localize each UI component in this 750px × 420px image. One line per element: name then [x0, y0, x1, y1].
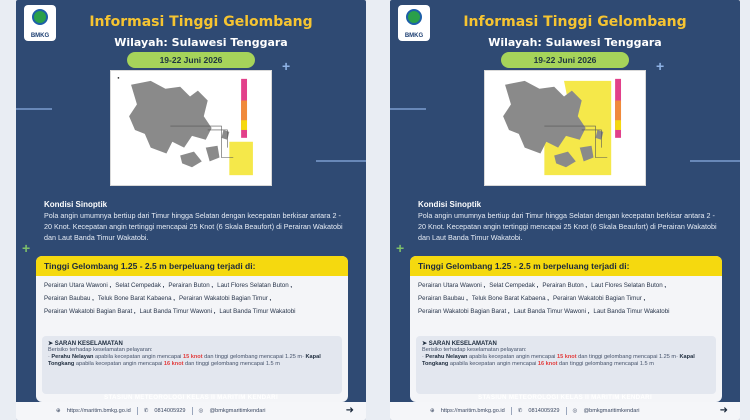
instagram-icon: ◎ [198, 408, 204, 414]
arrow-right-icon[interactable]: ➜ [719, 405, 728, 416]
region-subtitle: Wilayah: Sulawesi Tenggara [488, 36, 662, 49]
footer-bar [390, 394, 740, 420]
website-link[interactable]: https://maritim.bmkg.go.id [66, 408, 131, 414]
plus-icon: + [396, 240, 405, 256]
list-item: Perairan Wakatobi Bagian Barat , [44, 308, 136, 315]
date-badge: 19-22 Juni 2026 [127, 52, 255, 68]
plus-icon: + [22, 240, 31, 256]
list-item: Selat Cempedak , [489, 282, 539, 289]
decor-line [390, 108, 426, 110]
phone-number[interactable]: 0814005929 [154, 408, 186, 414]
instagram-handle[interactable]: @bmkgmaritimkendari [583, 408, 640, 414]
divider [511, 407, 512, 415]
list-item: Laut Banda Timur Wakatobi [219, 308, 296, 315]
list-item: Perairan Utara Wawoni , [44, 282, 112, 289]
phone-number[interactable]: 0814005929 [528, 408, 560, 414]
svg-text:●: ● [117, 74, 120, 80]
plus-icon: + [656, 58, 665, 74]
page-title: Informasi Tinggi Gelombang [89, 14, 313, 30]
synoptic-heading: Kondisi Sinoptik [418, 200, 482, 209]
wave-height-map[interactable] [484, 70, 646, 186]
alert-heading: Tinggi Gelombang 1.25 - 2.5 m berpeluang terjadi di: [410, 256, 722, 276]
wave-info-card-1[interactable] [16, 0, 366, 420]
list-item: Teluk Bone Barat Kabaena , [97, 295, 175, 302]
bmkg-logo [398, 5, 430, 41]
safety-advice [416, 336, 716, 394]
logo-label: BMKG [404, 33, 424, 39]
list-item: Perairan Wakatobi Bagian Barat , [418, 308, 510, 315]
station-name: STASIUN METEOROLOGI KELAS II MARITIM KENDARI [104, 394, 278, 401]
safety-text: Berisiko terhadap keselamatan pelayaran: · Perahu Nelayan apabila kecepatan angin mencapai 15 knot dan tinggi gelombang mencapai 1.25 m· Kapal Tongkang apabila kecepatan angin mencapai 16 knot dan tinggi gelombang mencapai 1.5 m [422, 347, 695, 368]
wave-alert-box [36, 256, 348, 402]
list-item: Perairan Buton , [168, 282, 214, 289]
divider [137, 407, 138, 415]
date-badge: 19-22 Juni 2026 [501, 52, 629, 68]
list-item: Laut Banda Timur Wawoni , [139, 308, 216, 315]
bmkg-logo [24, 5, 56, 41]
map-graphic [485, 71, 645, 185]
safety-advice [42, 336, 342, 394]
synoptic-text: Pola angin umumnya bertiup dari Timur hingga Selatan dengan kecepatan berkisar antara 2 - 20 Knot. Kecepatan angin tertinggi mencapai 25 Knot (6 Skala Beaufort) di Perairan Wakatobi dan Laut Banda Timur Wakatobi. [44, 211, 343, 242]
phone-icon: ✆ [143, 408, 149, 414]
decor-line [690, 160, 740, 162]
location-list [36, 276, 348, 321]
list-item: Perairan Wakatobi Bagian Timur , [552, 295, 646, 302]
synoptic-text: Pola angin umumnya bertiup dari Timur hingga Selatan dengan kecepatan berkisar antara 2 - 20 Knot. Kecepatan angin tertinggi mencapai 25 Knot (6 Skala Beaufort) di Perairan Wakatobi dan Laut Banda Timur Wakatobi. [418, 211, 717, 242]
safety-text: Berisiko terhadap keselamatan pelayaran: · Perahu Nelayan apabila kecepatan angin mencapai 15 knot dan tinggi gelombang mencapai 1.25 m· Kapal Tongkang apabila kecepatan angin mencapai 16 knot dan tinggi gelombang mencapai 1.5 m [48, 347, 321, 368]
location-list [410, 276, 722, 321]
synoptic-heading: Kondisi Sinoptik [44, 200, 108, 209]
map-graphic [111, 71, 271, 185]
logo-label: BMKG [30, 33, 50, 39]
phone-icon: ✆ [517, 408, 523, 414]
globe-icon: ⊕ [56, 408, 61, 414]
contact-list [56, 407, 265, 415]
list-item: Perairan Wakatobi Bagian Timur , [178, 295, 272, 302]
instagram-handle[interactable]: @bmkgmaritimkendari [209, 408, 266, 414]
list-item: Laut Banda Timur Wakatobi [593, 308, 670, 315]
divider [566, 407, 567, 415]
safety-heading: ➤ SARAN KESELAMATAN [422, 341, 497, 347]
page-title: Informasi Tinggi Gelombang [463, 14, 687, 30]
instagram-icon: ◎ [572, 408, 578, 414]
list-item: Laut Banda Timur Wawoni , [513, 308, 590, 315]
globe-icon: ⊕ [430, 408, 435, 414]
wave-alert-box [410, 256, 722, 402]
divider [192, 407, 193, 415]
list-item: Perairan Baubau , [418, 295, 468, 302]
wave-height-map[interactable] [110, 70, 272, 186]
footer-bar [16, 394, 366, 420]
plus-icon: + [282, 58, 291, 74]
list-item: Laut Flores Selatan Buton , [217, 282, 293, 289]
website-link[interactable]: https://maritim.bmkg.go.id [440, 408, 505, 414]
list-item: Perairan Utara Wawoni , [418, 282, 486, 289]
bmkg-emblem-icon [406, 9, 422, 25]
contact-list [430, 407, 639, 415]
list-item: Teluk Bone Barat Kabaena , [471, 295, 549, 302]
list-item: Laut Flores Selatan Buton , [591, 282, 667, 289]
list-item: Perairan Baubau , [44, 295, 94, 302]
decor-line [316, 160, 366, 162]
region-subtitle: Wilayah: Sulawesi Tenggara [114, 36, 288, 49]
wave-info-card-2[interactable] [390, 0, 740, 420]
station-name: STASIUN METEOROLOGI KELAS II MARITIM KENDARI [478, 394, 652, 401]
bmkg-emblem-icon [32, 9, 48, 25]
alert-heading: Tinggi Gelombang 1.25 - 2.5 m berpeluang terjadi di: [36, 256, 348, 276]
list-item: Perairan Buton , [542, 282, 588, 289]
list-item: Selat Cempedak , [115, 282, 165, 289]
decor-line [16, 108, 52, 110]
safety-heading: ➤ SARAN KESELAMATAN [48, 341, 123, 347]
arrow-right-icon[interactable]: ➜ [345, 405, 354, 416]
